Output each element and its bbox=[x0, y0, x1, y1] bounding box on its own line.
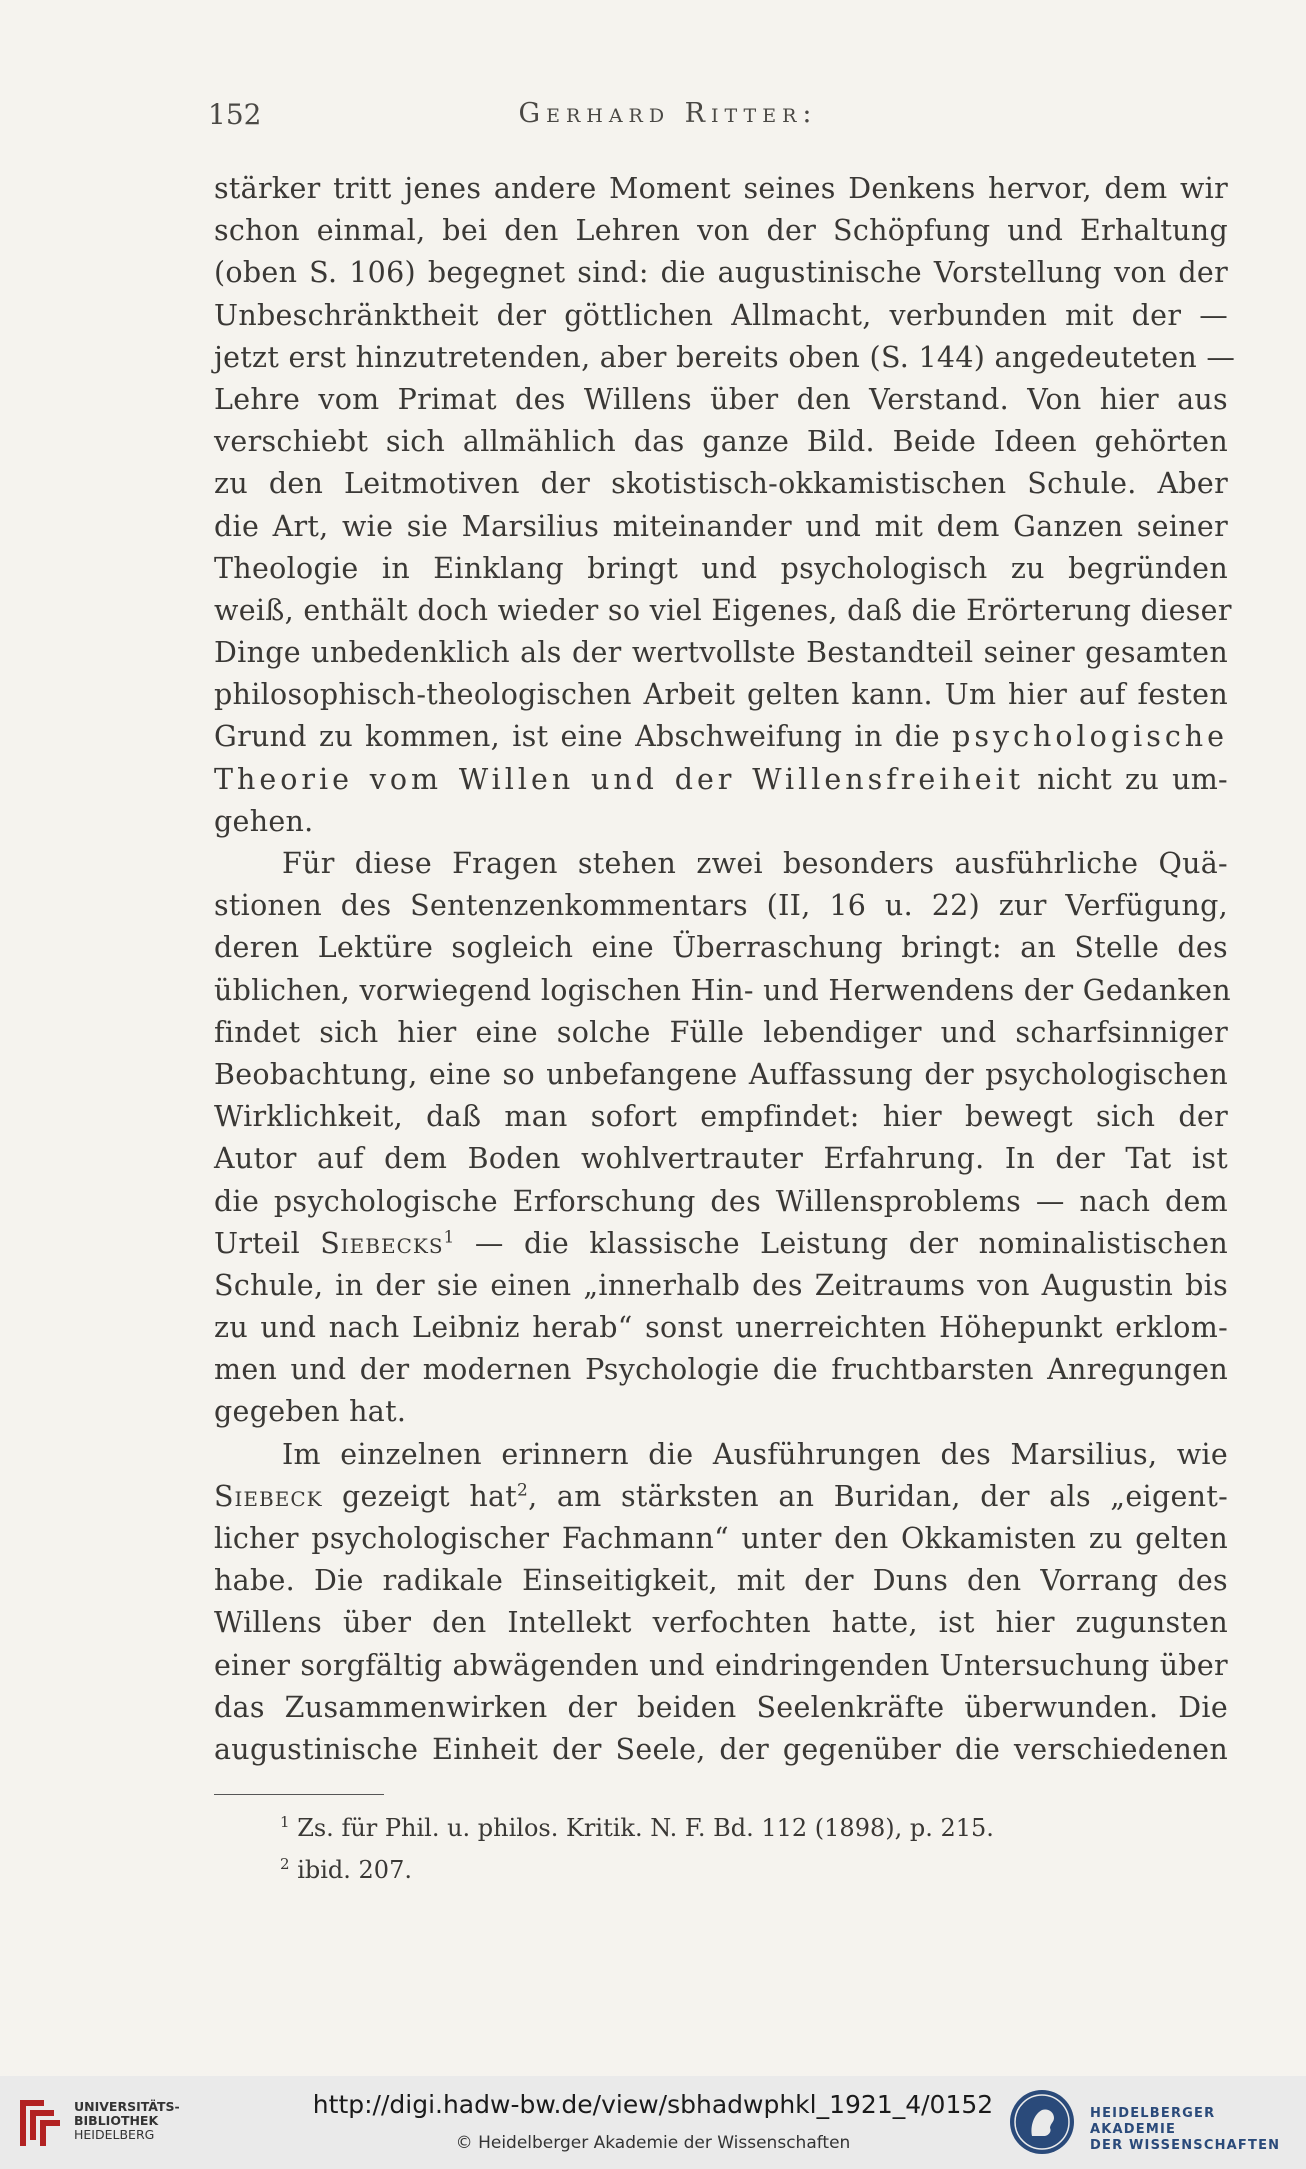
copyright-notice: © Heidelberger Akademie der Wissenschaften bbox=[455, 2133, 851, 2153]
text-line: Dinge unbedenklich als der wertvollste Bestandteil seiner gesamten bbox=[214, 636, 1228, 670]
text-line: jetzt erst hinzutretenden, aber bereits oben (S. 144) angedeuteten — bbox=[214, 340, 1236, 374]
footnote-mark: 1 bbox=[280, 1813, 290, 1831]
library-line: BIBLIOTHEK bbox=[74, 2113, 159, 2128]
text-line: habe. Die radikale Einseitigkeit, mit der Duns den Vorrang des bbox=[214, 1564, 1228, 1598]
text-segment: , am stärksten an Buridan, der als „eigent- bbox=[528, 1479, 1229, 1513]
text-line: Unbeschränktheit der göttlichen Allmacht, verbunden mit der — bbox=[214, 298, 1228, 332]
text-line: (oben S. 106) begegnet sind: die augustinische Vorstellung von der bbox=[214, 256, 1228, 290]
text-line: philosophisch-theologischen Arbeit gelten kann. Um hier auf festen bbox=[214, 678, 1228, 712]
text-line: gehen. bbox=[214, 804, 314, 838]
emphasized-text: psychologische bbox=[952, 720, 1228, 754]
viewer-footer bbox=[0, 2076, 1306, 2169]
author-name: Siebecks bbox=[320, 1226, 444, 1260]
text-line: die Art, wie sie Marsilius miteinander und mit dem Ganzen seiner bbox=[214, 509, 1228, 543]
text-segment: — die klassische Leistung der nominalistischen bbox=[474, 1226, 1228, 1260]
library-line: UNIVERSITÄTS- bbox=[74, 2099, 180, 2114]
permalink-url[interactable]: http://digi.hadw-bw.de/view/sbhadwphkl_1921_4/0152 bbox=[312, 2090, 994, 2119]
footnote-text: Zs. für Phil. u. philos. Kritik. N. F. Bd. 112 (1898), p. 215. bbox=[297, 1814, 994, 1842]
text-segment: gezeigt hat bbox=[342, 1479, 518, 1513]
academy-seal-icon[interactable] bbox=[1008, 2088, 1076, 2156]
body-text bbox=[214, 168, 1236, 1771]
text-line: die psychologische Erforschung des Willensproblems — nach dem bbox=[214, 1184, 1228, 1218]
text-line: weiß, enthält doch wieder so viel Eigenes, daß die Erörterung dieser bbox=[214, 593, 1232, 627]
text-line bbox=[214, 759, 1228, 801]
running-title: Gerhard Ritter: bbox=[518, 98, 818, 129]
footnote bbox=[280, 1846, 994, 1888]
author-name: Siebeck bbox=[214, 1479, 323, 1513]
footnote bbox=[280, 1804, 994, 1846]
emphasized-text: Theorie vom Willen und der Willensfreiheit bbox=[214, 762, 1025, 796]
text-line: stionen des Sentenzenkommentars (II, 16 u. 22) zur Verfügung, bbox=[214, 889, 1228, 923]
text-line: das Zusammenwirken der beiden Seelenkräfte überwunden. Die bbox=[214, 1690, 1228, 1724]
text-line: deren Lektüre sogleich eine Überraschung bringt: an Stelle des bbox=[214, 931, 1228, 965]
library-line: HEIDELBERG bbox=[74, 2127, 155, 2142]
text-line: men und der modernen Psychologie die fruchtbarsten Anregungen bbox=[214, 1353, 1228, 1387]
page-number: 152 bbox=[208, 98, 262, 131]
footnote-divider bbox=[214, 1794, 384, 1795]
footnote-text: ibid. 207. bbox=[297, 1856, 412, 1884]
footnotes bbox=[280, 1804, 994, 1888]
text-line: zu den Leitmotiven der skotistisch-okkamistischen Schule. Aber bbox=[214, 467, 1228, 501]
text-line: licher psychologischer Fachmann“ unter den Okkamisten zu gelten bbox=[214, 1522, 1228, 1555]
text-line: Für diese Fragen stehen zwei besonders ausführliche Quä- bbox=[282, 847, 1228, 880]
text-line bbox=[214, 1223, 1228, 1265]
academy-line: HEIDELBERGER AKADEMIE bbox=[1090, 2106, 1216, 2137]
academy-line: DER WISSENSCHAFTEN bbox=[1090, 2138, 1281, 2153]
footnote-mark: 2 bbox=[280, 1855, 290, 1873]
text-line: findet sich hier eine solche Fülle lebendiger und scharfsinniger bbox=[214, 1015, 1228, 1049]
text-line: stärker tritt jenes andere Moment seines Denkens hervor, dem wir bbox=[214, 172, 1228, 205]
text-segment: nicht zu um- bbox=[1037, 762, 1228, 796]
text-line: Willens über den Intellekt verfochten hatte, ist hier zugunsten bbox=[214, 1606, 1228, 1640]
text-line: Autor auf dem Boden wohlvertrauter Erfahrung. In der Tat ist bbox=[214, 1142, 1228, 1176]
text-segment: Grund zu kommen, ist eine Abschweifung in die bbox=[214, 720, 940, 754]
text-line: Im einzelnen erinnern die Ausführungen des Marsilius, wie bbox=[282, 1437, 1228, 1471]
footnote-ref[interactable]: 1 bbox=[443, 1227, 455, 1248]
academy-name bbox=[1090, 2106, 1306, 2154]
text-segment: Urteil bbox=[214, 1226, 300, 1260]
text-line bbox=[214, 1476, 1228, 1518]
text-line: Theologie in Einklang bringt und psychologisch zu begründen bbox=[214, 551, 1228, 585]
text-line: üblichen, vorwiegend logischen Hin- und Herwendens der Gedanken bbox=[214, 973, 1231, 1007]
text-line: einer sorgfältig abwägenden und eindringenden Untersuchung über bbox=[214, 1648, 1228, 1682]
text-line: zu und nach Leibniz herab“ sonst unerreichten Höhepunkt erklom- bbox=[214, 1311, 1228, 1345]
text-line: augustinische Einheit der Seele, der gegenüber die verschiedenen bbox=[214, 1732, 1228, 1766]
text-line: gegeben hat. bbox=[214, 1395, 407, 1429]
text-line: verschiebt sich allmählich das ganze Bild. Beide Ideen gehörten bbox=[214, 425, 1228, 459]
text-line: Schule, in der sie einen „innerhalb des Zeitraums von Augustin bis bbox=[214, 1268, 1228, 1302]
footnote-ref[interactable]: 2 bbox=[517, 1480, 529, 1501]
text-line: Wirklichkeit, daß man sofort empfindet: hier bewegt sich der bbox=[214, 1100, 1228, 1134]
text-line: Beobachtung, eine so unbefangene Auffassung der psychologischen bbox=[214, 1057, 1228, 1091]
text-line: schon einmal, bei den Lehren von der Schöpfung und Erhaltung bbox=[214, 214, 1228, 248]
text-line bbox=[214, 716, 1228, 758]
text-line: Lehre vom Primat des Willens über den Verstand. Von hier aus bbox=[214, 382, 1228, 416]
